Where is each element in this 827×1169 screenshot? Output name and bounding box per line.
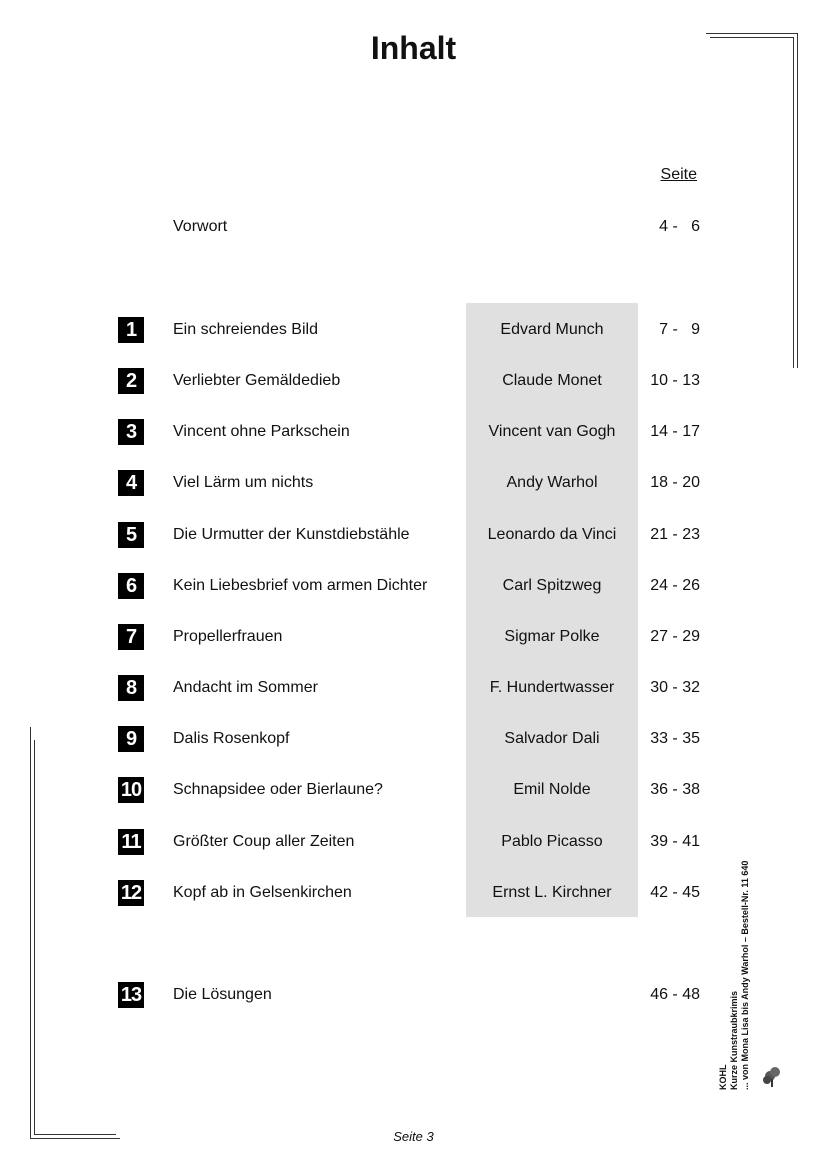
chapter-title: Viel Lärm um nichts (173, 474, 314, 491)
chapter-pages: 39 - 41 (650, 833, 700, 850)
chapter-pages: 24 - 26 (650, 577, 700, 594)
chapter-number-badge: 1 (118, 317, 144, 343)
book-subtitle-order-number: ... von Mona Lisa bis Andy Warhol – Bestell-Nr. 11 640 (740, 860, 750, 1090)
toc-row (0, 520, 827, 548)
toc-row-solutions (0, 980, 827, 1008)
chapter-artist: Leonardo da Vinci (487, 526, 617, 543)
toc-row (0, 315, 827, 343)
page-number: Seite 3 (393, 1129, 434, 1144)
chapter-number-badge: 3 (118, 419, 144, 445)
chapter-artist: Andy Warhol (506, 474, 598, 491)
chapter-artist: Claude Monet (502, 372, 602, 389)
chapter-pages: 10 - 13 (650, 372, 700, 389)
chapter-number-badge: 7 (118, 624, 144, 650)
chapter-title: Ein schreiendes Bild (173, 321, 318, 338)
tree-icon (762, 1062, 802, 1088)
preface-pages: 4 - 6 (659, 218, 700, 235)
publisher-logo-text: KOHL (718, 1064, 728, 1090)
chapter-pages: 36 - 38 (650, 781, 700, 798)
chapter-artist: Emil Nolde (513, 781, 591, 798)
page-title: Inhalt (370, 30, 457, 66)
chapter-number-badge: 11 (118, 829, 144, 855)
preface-title: Vorwort (173, 218, 228, 235)
toc-row (0, 775, 827, 803)
chapter-number-badge: 13 (118, 982, 144, 1008)
chapter-pages: 14 - 17 (650, 423, 700, 440)
toc-row (0, 468, 827, 496)
toc-row-preface (0, 212, 827, 240)
chapter-artist: Sigmar Polke (504, 628, 600, 645)
toc-row (0, 673, 827, 701)
toc-row (0, 622, 827, 650)
chapter-number-badge: 9 (118, 726, 144, 752)
chapter-artist: Carl Spitzweg (502, 577, 602, 594)
chapter-pages: 42 - 45 (650, 884, 700, 901)
chapter-number-badge: 6 (118, 573, 144, 599)
publisher-logo (762, 1062, 802, 1088)
chapter-artist: F. Hundertwasser (489, 679, 615, 696)
chapter-title: Dalis Rosenkopf (173, 730, 290, 747)
chapter-title: Kopf ab in Gelsenkirchen (173, 884, 352, 901)
chapter-number-badge: 2 (118, 368, 144, 394)
book-title: Kurze Kunstraubkrimis (729, 990, 739, 1090)
chapter-artist: Salvador Dali (504, 730, 600, 747)
chapter-number-badge: 10 (118, 777, 144, 803)
chapter-title: Vincent ohne Parkschein (173, 423, 350, 440)
chapter-number-badge: 8 (118, 675, 144, 701)
chapter-artist: Vincent van Gogh (488, 423, 616, 440)
chapter-pages: 27 - 29 (650, 628, 700, 645)
toc-row (0, 417, 827, 445)
chapter-artist: Ernst L. Kirchner (492, 884, 612, 901)
book-info-sidebar (718, 710, 751, 1090)
chapter-pages: 21 - 23 (650, 526, 700, 543)
chapter-number-badge: 5 (118, 522, 144, 548)
chapter-title: Größter Coup aller Zeiten (173, 833, 355, 850)
chapter-title: Schnapsidee oder Bierlaune? (173, 781, 383, 798)
toc-row (0, 878, 827, 906)
toc-row (0, 827, 827, 855)
chapter-pages: 7 - 9 (659, 321, 700, 338)
solutions-title: Die Lösungen (173, 986, 272, 1003)
chapter-artist: Pablo Picasso (501, 833, 603, 850)
chapter-title: Kein Liebesbrief vom armen Dichter (173, 577, 428, 594)
toc-row (0, 366, 827, 394)
toc-row (0, 724, 827, 752)
chapter-pages: 30 - 32 (650, 679, 700, 696)
chapter-title: Andacht im Sommer (173, 679, 318, 696)
toc-row (0, 571, 827, 599)
chapter-pages: 18 - 20 (650, 474, 700, 491)
pages-column-header: Seite (660, 166, 697, 183)
artist-column-background (466, 303, 638, 917)
chapter-title: Die Urmutter der Kunstdiebstähle (173, 526, 410, 543)
chapter-number-badge: 4 (118, 470, 144, 496)
chapter-title: Verliebter Gemäldedieb (173, 372, 341, 389)
chapter-title: Propellerfrauen (173, 628, 283, 645)
chapter-artist: Edvard Munch (500, 321, 604, 338)
solutions-pages: 46 - 48 (650, 986, 700, 1003)
chapter-pages: 33 - 35 (650, 730, 700, 747)
chapter-number-badge: 12 (118, 880, 144, 906)
